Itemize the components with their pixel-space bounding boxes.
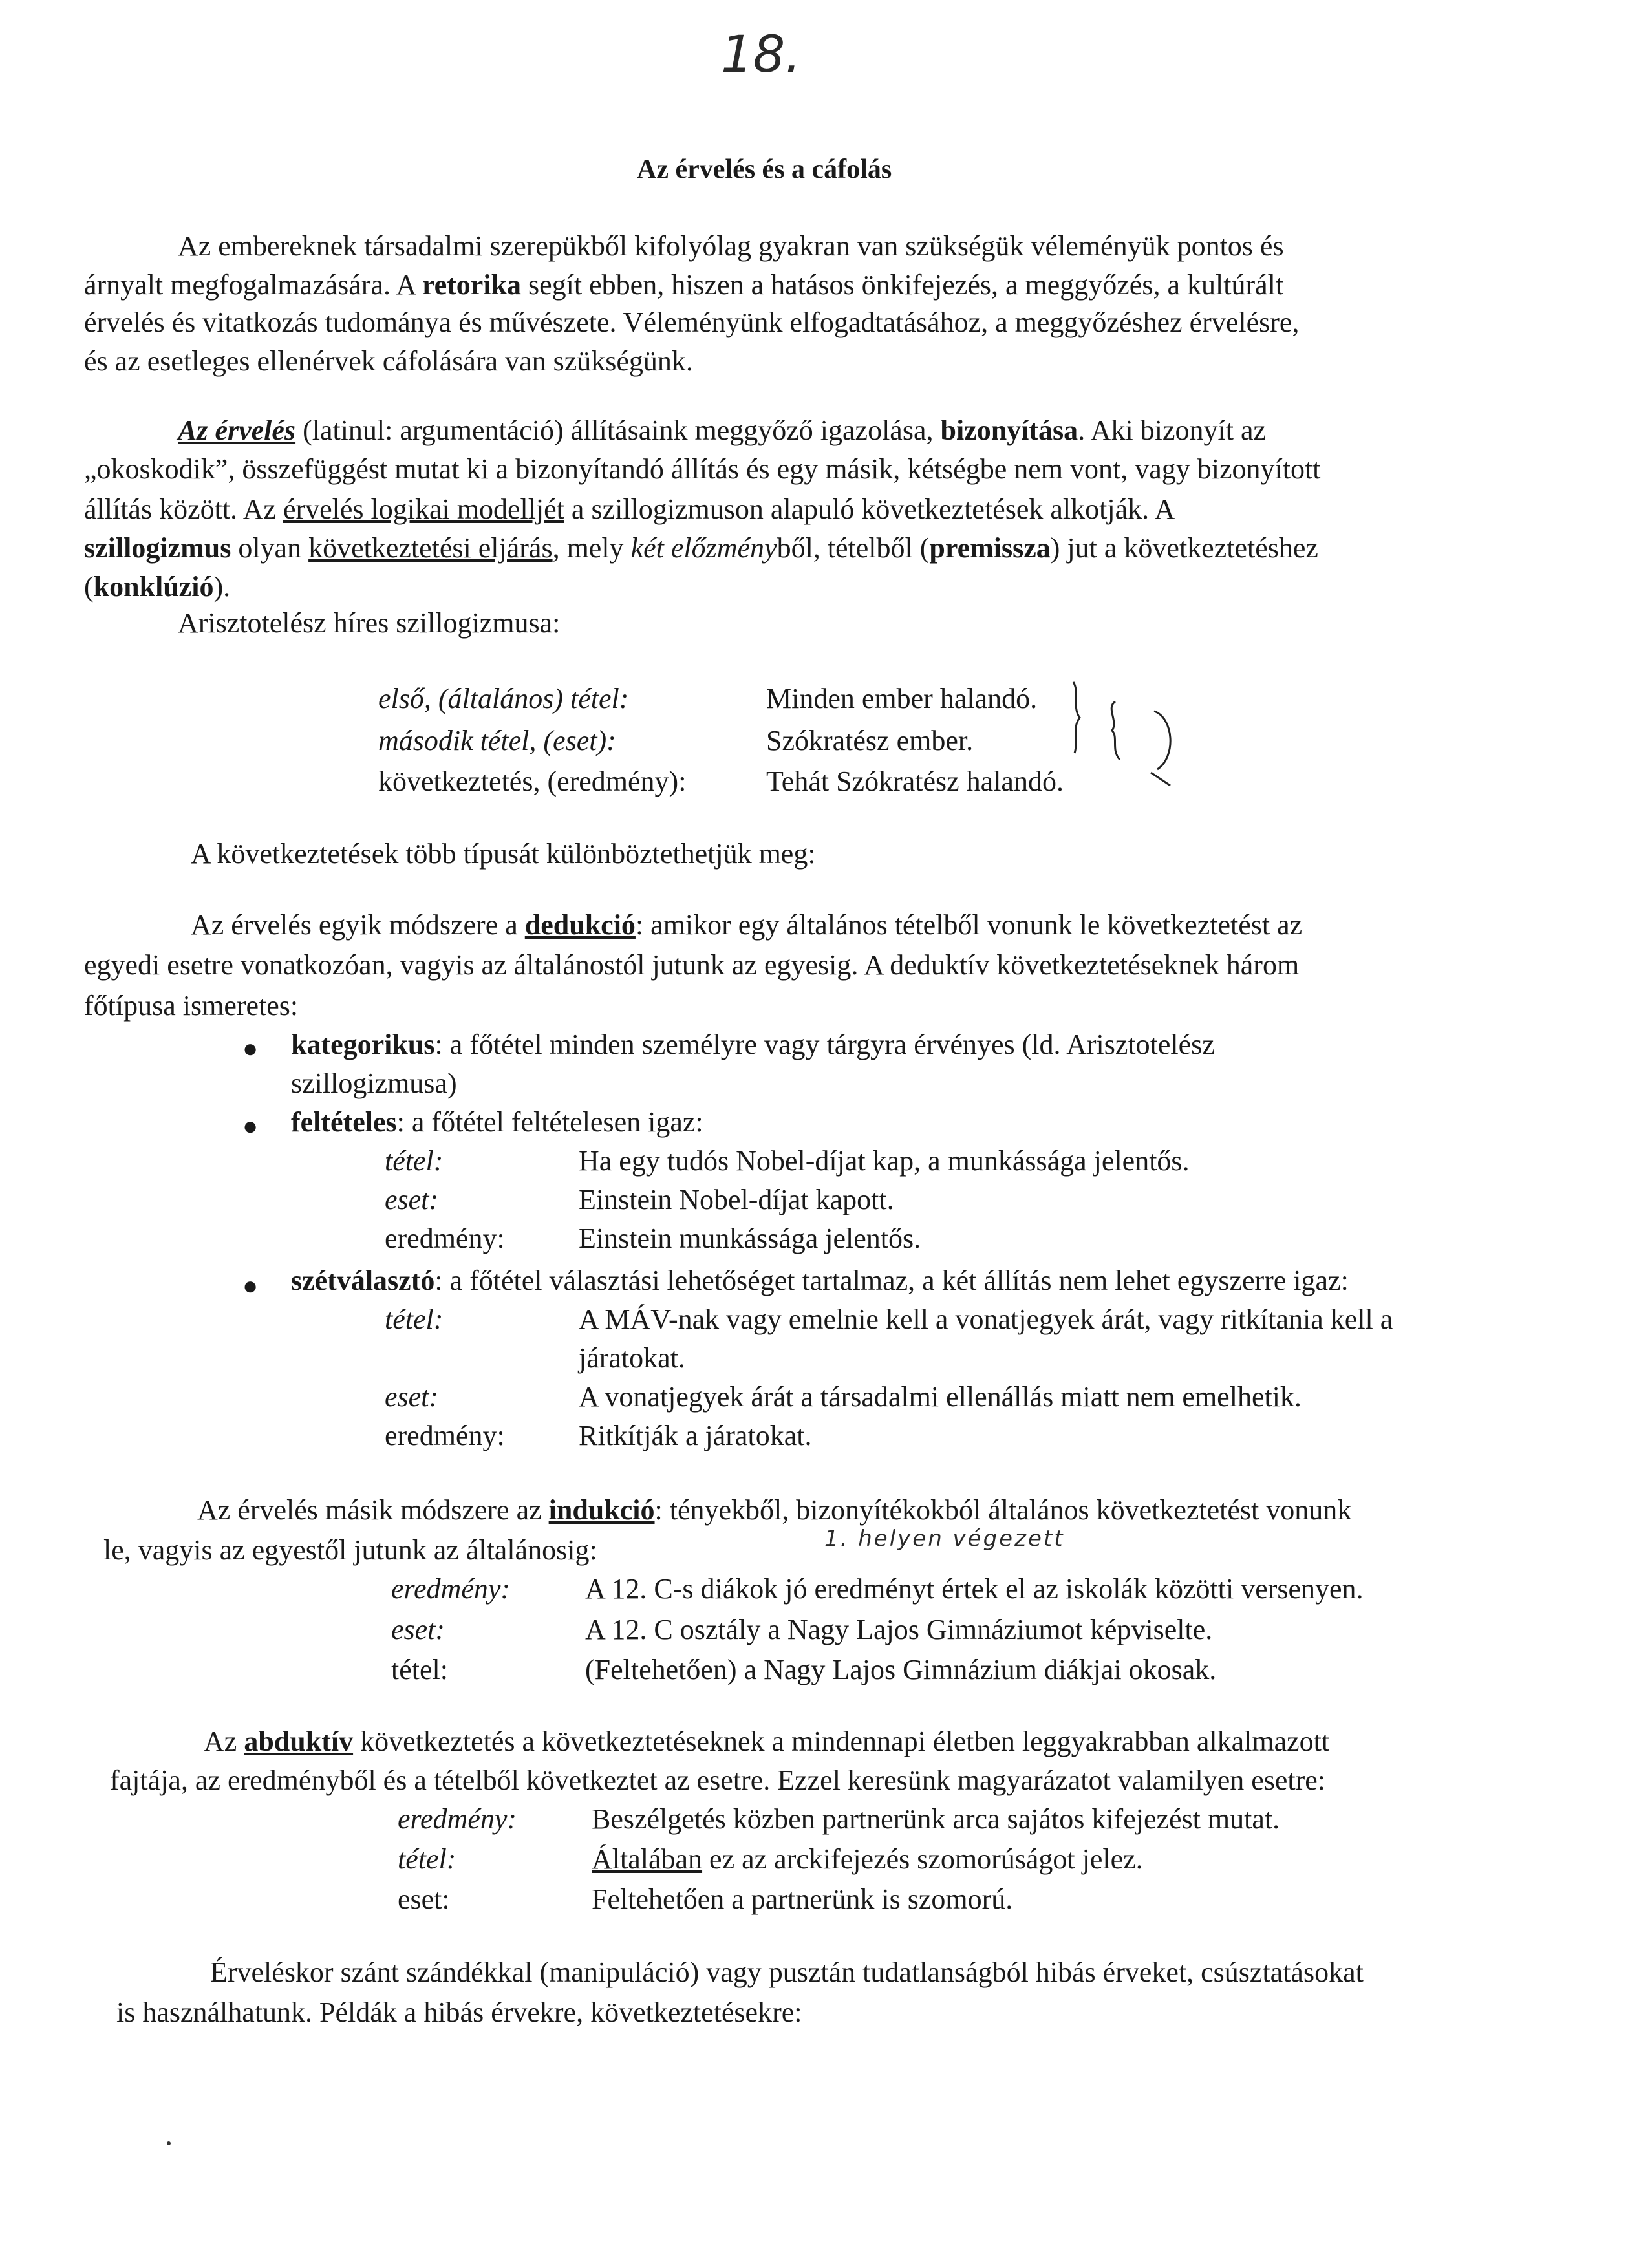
text: : a főtétel feltételesen igaz:: [396, 1106, 703, 1138]
text: Az érvelés egyik módszere a: [191, 909, 525, 941]
bullet-dot: ●: [242, 1111, 259, 1140]
bullet-dot: ●: [242, 1271, 259, 1300]
abduction-line-2: fajtája, az eredményből és a tételből következtet az esetre. Ezzel keresünk magyarázatot valamilyen esetre:: [110, 1764, 1326, 1796]
italic-phrase: két előzmény: [630, 532, 777, 564]
text: állítás között. Az: [84, 493, 283, 525]
types-intro: A következtetések több típusát különböztethetjük meg:: [191, 838, 816, 870]
text: Az: [204, 1726, 244, 1757]
abd-label: tétel:: [398, 1843, 456, 1875]
text: árnyalt megfogalmazására. A: [84, 269, 422, 301]
intro-line-2: [84, 268, 1283, 301]
abd-text: [592, 1843, 1143, 1876]
text: : a főtétel minden személyre vagy tárgyra érvényes (ld. Arisztotelész: [434, 1029, 1215, 1060]
text: . Aki bizonyít az: [1078, 414, 1267, 446]
underlined-phrase: Általában: [592, 1843, 703, 1875]
indukcio-term: indukció: [548, 1494, 655, 1526]
syllogism-label: első, (általános) tétel:: [378, 683, 629, 714]
text: ).: [213, 571, 231, 603]
underlined-phrase: érvelés logikai modelljét: [283, 493, 564, 525]
def-line-1: [178, 414, 1266, 447]
bullet-kategorikus: [291, 1028, 1215, 1061]
disj-label: eredmény:: [385, 1420, 505, 1451]
abd-text: Feltehetően a partnerünk is szomorú.: [592, 1883, 1013, 1915]
page-title: Az érvelés és a cáfolás: [637, 155, 892, 184]
cond-label: tétel:: [385, 1145, 444, 1177]
underlined-phrase: következtetési eljárás: [308, 532, 553, 564]
abd-label: eredmény:: [398, 1803, 517, 1835]
ind-label: tétel:: [391, 1654, 448, 1685]
abduction-line-1: [204, 1725, 1329, 1758]
syllogism-label: következtetés, (eredmény):: [378, 765, 687, 797]
deduction-line-2: egyedi esetre vonatkozóan, vagyis az általánostól jutunk az egyesig. A deduktív következtetéseknek három: [84, 949, 1300, 981]
konkluzio-term: konklúzió: [93, 571, 214, 603]
disj-text: A MÁV-nak vagy emelnie kell a vonatjegyek árát, vagy ritkítania kell a: [579, 1303, 1393, 1335]
text: a szillogizmuson alapuló következtetések alkotják. A: [564, 493, 1175, 525]
syllogism-text: Tehát Szókratész halandó.: [766, 765, 1064, 797]
felteteles-term: feltételes: [291, 1106, 397, 1138]
fallacy-line-2: is használhatunk. Példák a hibás érvekre, következtetésekre:: [116, 1996, 802, 2028]
text: olyan: [231, 532, 309, 564]
bizonyitasa-term: bizonyítása: [940, 414, 1078, 446]
page-number: 18.: [721, 26, 802, 84]
intro-line-4: és az esetleges ellenérvek cáfolására van szükségünk.: [84, 345, 693, 377]
disj-text: A vonatjegyek árát a társadalmi ellenállás miatt nem emelhetik.: [579, 1381, 1302, 1413]
def-line-4: [84, 531, 1318, 564]
text: : amikor egy általános tételből vonunk le következtetést az: [635, 909, 1303, 941]
ind-label: eredmény:: [391, 1573, 511, 1605]
intro-line-1: Az embereknek társadalmi szerepükből kifolyólag gyakran van szükségük véleményük pontos és: [178, 230, 1284, 262]
cond-text: Einstein Nobel-díjat kapott.: [579, 1184, 894, 1215]
text: : tényekből, bizonyítékokból általános következtetést vonunk: [654, 1494, 1352, 1526]
szillogizmus-term: szillogizmus: [84, 532, 231, 564]
text: (: [84, 571, 94, 603]
text: ) jut a következtetéshez: [1050, 532, 1318, 564]
syllogism-text: Minden ember halandó.: [766, 683, 1038, 714]
ind-text: A 12. C-s diákok jó eredményt értek el az iskolák közötti versenyen.: [585, 1573, 1364, 1605]
induction-line-2: le, vagyis az egyestől jutunk az általánosig:: [103, 1534, 597, 1566]
text: segít ebben, hiszen a hatásos önkifejezés, a meggyőzés, a kultúrált: [521, 269, 1284, 301]
abd-label: eset:: [398, 1883, 450, 1915]
bullet-felteteles: [291, 1106, 703, 1139]
premissza-term: premissza: [929, 532, 1051, 564]
deduction-line-1: [191, 908, 1302, 941]
disj-label: tétel:: [385, 1303, 444, 1335]
scan-speck: [167, 2141, 171, 2145]
bullet-szetvalaszto: [291, 1264, 1349, 1297]
intro-line-3: érvelés és vitatkozás tudománya és művészete. Véleményünk elfogadtatásához, a meggyőzéshez érvelésre,: [84, 306, 1300, 338]
szetvalaszto-term: szétválasztó: [291, 1265, 435, 1296]
syllogism-text: Szókratész ember.: [766, 725, 974, 756]
bullet-dot: ●: [242, 1034, 259, 1063]
ind-text: A 12. C osztály a Nagy Lajos Gimnáziumot képviselte.: [585, 1614, 1213, 1645]
cond-label: eredmény:: [385, 1223, 505, 1254]
def-line-5: [84, 570, 230, 603]
text: , mely: [552, 532, 631, 564]
disj-text: Ritkítják a járatokat.: [579, 1420, 812, 1451]
cond-label: eset:: [385, 1184, 439, 1215]
ind-label: eset:: [391, 1614, 445, 1645]
syllogism-label: második tétel, (eset):: [378, 725, 616, 756]
def-line-2: „okoskodik”, összefüggést mutat ki a bizonyítandó állítás és egy másik, kétségbe nem vont, vagy bizonyított: [84, 453, 1321, 485]
text: (latinul: argumentáció) állításaink meggyőző igazolása,: [295, 414, 941, 446]
ind-text: (Feltehetően) a Nagy Lajos Gimnázium diákjai okosak.: [585, 1654, 1217, 1685]
bullet-kategorikus-cont: szillogizmusa): [291, 1067, 457, 1099]
text: : a főtétel választási lehetőséget tartalmaz, a két állítás nem lehet egyszerre igaz:: [434, 1265, 1349, 1296]
induction-line-1: [197, 1493, 1351, 1526]
def-line-3: [84, 493, 1175, 526]
cond-text: Einstein munkássága jelentős.: [579, 1223, 921, 1254]
kategorikus-term: kategorikus: [291, 1029, 435, 1060]
text: Az érvelés másik módszere az: [197, 1494, 549, 1526]
handwritten-note: 1. helyen végezett: [824, 1526, 1065, 1552]
fallacy-line-1: Érveléskor szánt szándékkal (manipuláció) vagy pusztán tudatlanságból hibás érveket, csúsztatásokat: [210, 1956, 1364, 1988]
def-line-6: Arisztotelész híres szillogizmusa:: [178, 607, 561, 639]
erveles-term: Az érvelés: [178, 414, 296, 446]
text: ből, tételből (: [777, 532, 930, 564]
retorika-term: retorika: [422, 269, 522, 301]
text: ez az arckifejezés szomorúságot jelez.: [702, 1843, 1143, 1875]
disj-label: eset:: [385, 1381, 439, 1413]
abduktiv-term: abduktív: [244, 1726, 354, 1757]
handwritten-brace-mark: [1060, 672, 1203, 808]
dedukcio-term: dedukció: [524, 909, 636, 941]
abd-text: Beszélgetés közben partnerünk arca sajátos kifejezést mutat.: [592, 1803, 1280, 1835]
text: következtetés a következtetéseknek a mindennapi életben leggyakrabban alkalmazott: [353, 1726, 1330, 1757]
disj-text: járatokat.: [579, 1342, 685, 1374]
deduction-line-3: főtípusa ismeretes:: [84, 990, 299, 1022]
cond-text: Ha egy tudós Nobel-díjat kap, a munkássága jelentős.: [579, 1145, 1190, 1177]
